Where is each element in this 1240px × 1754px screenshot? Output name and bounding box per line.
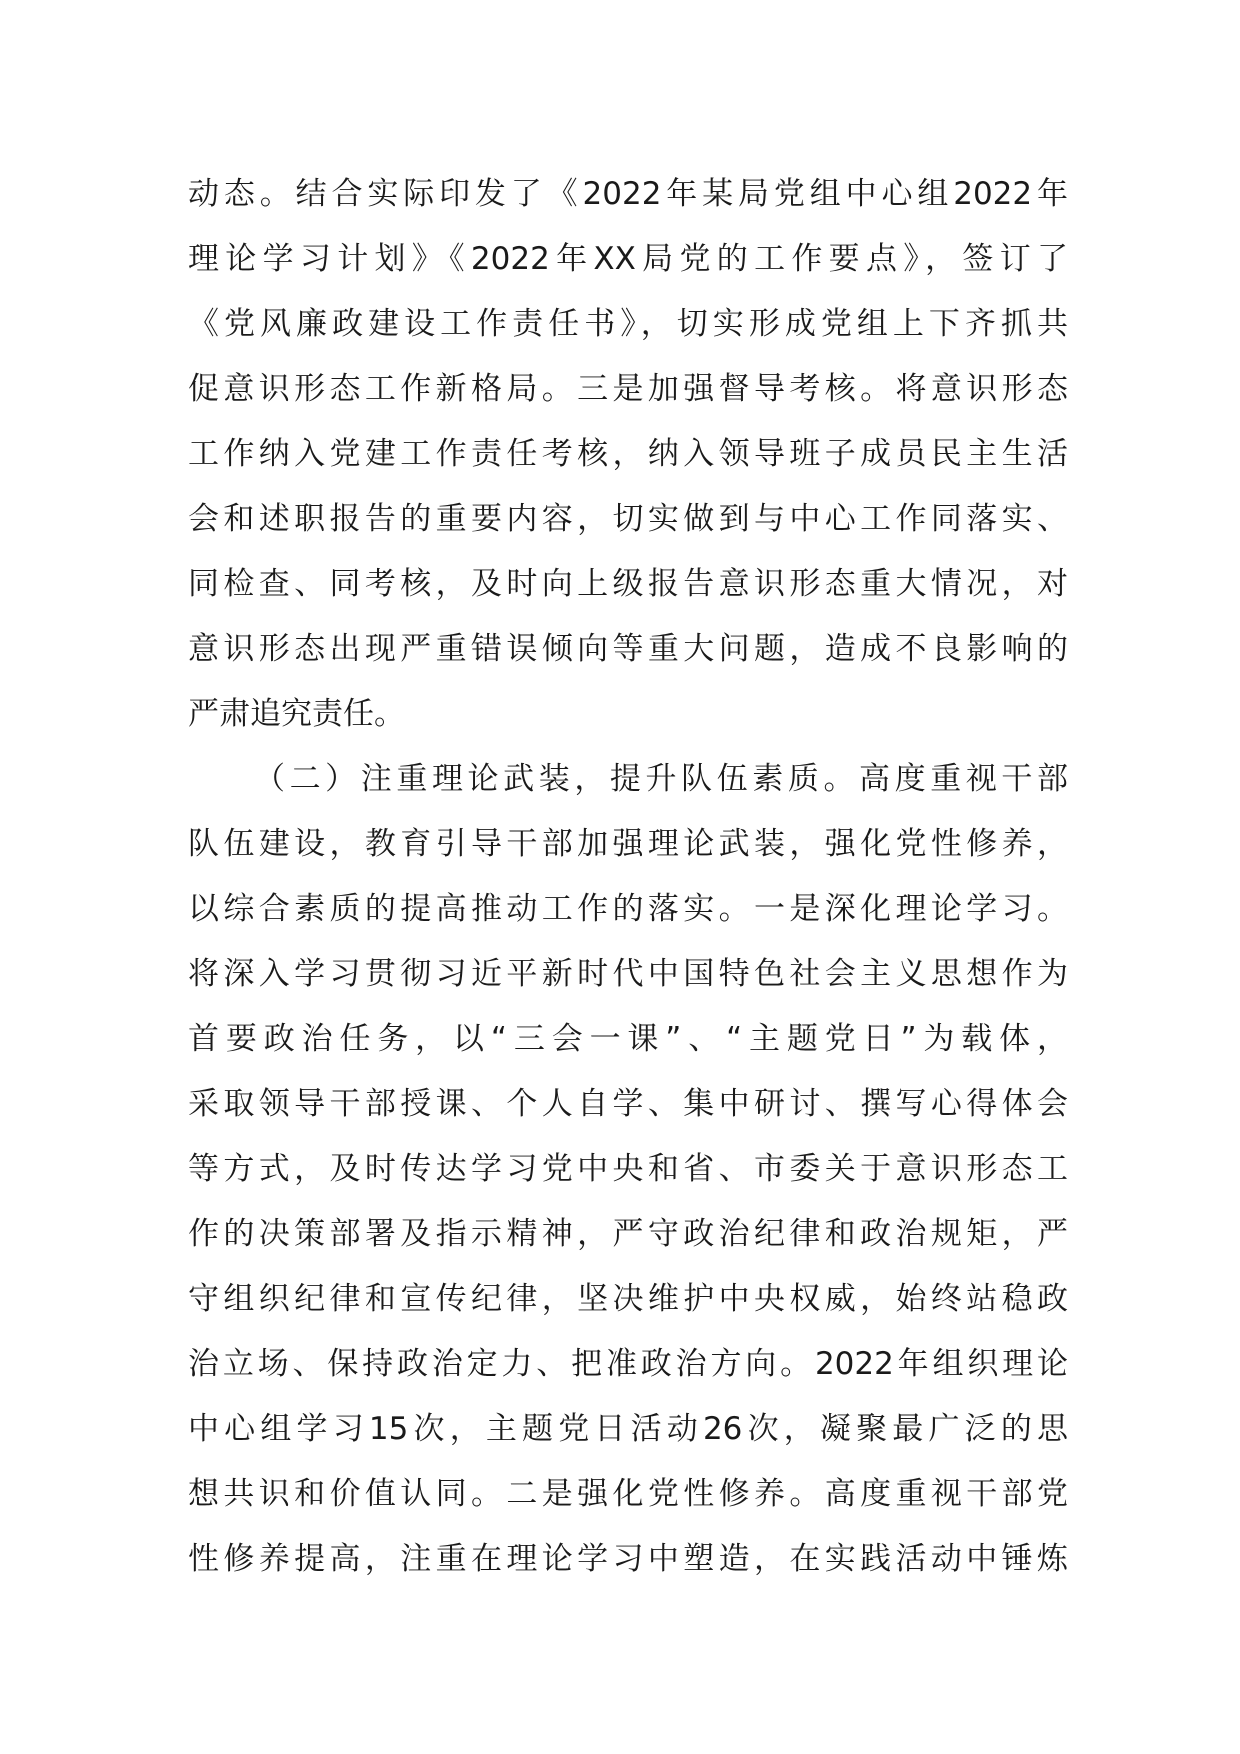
text-line: 队伍建设，教育引导干部加强理论武装，强化党性修养， [188,826,1068,862]
text-line: 作的决策部署及指示精神，严守政治纪律和政治规矩，严 [188,1216,1068,1252]
text-line: 以综合素质的提高推动工作的落实。一是深化理论学习。 [188,891,1068,927]
text-line: 治立场、保持政治定力、把准政治方向。2022年组织理论 [188,1346,1068,1382]
text-line: 性修养提高，注重在理论学习中塑造，在实践活动中锤炼 [188,1541,1068,1577]
text-line: 意识形态出现严重错误倾向等重大问题，造成不良影响的 [188,631,1068,667]
body-text [188,162,1068,1592]
text-line: 采取领导干部授课、个人自学、集中研讨、撰写心得体会 [188,1086,1068,1122]
text-line: 首要政治任务，以“三会一课”、“主题党日”为载体， [188,1021,1068,1057]
section-heading-line: （二）注重理论武装，提升队伍素质。高度重视干部 [254,761,1068,797]
text-line: 守组织纪律和宣传纪律，坚决维护中央权威，始终站稳政 [188,1281,1068,1317]
text-line: 工作纳入党建工作责任考核，纳入领导班子成员民主生活 [188,436,1068,472]
text-line: 动态。结合实际印发了《2022年某局党组中心组2022年 [188,176,1068,212]
text-line: 想共识和价值认同。二是强化党性修养。高度重视干部党 [188,1476,1068,1512]
text-line: 理论学习计划》《2022年XX局党的工作要点》，签订了 [188,241,1068,277]
text-line: 会和述职报告的重要内容，切实做到与中心工作同落实、 [188,501,1068,537]
text-line: 促意识形态工作新格局。三是加强督导考核。将意识形态 [188,371,1068,407]
text-line: 《党风廉政建设工作责任书》，切实形成党组上下齐抓共 [188,306,1068,342]
paragraph-end-line: 严肃追究责任。 [188,696,405,732]
text-line: 等方式，及时传达学习党中央和省、市委关于意识形态工 [188,1151,1068,1187]
text-line: 将深入学习贯彻习近平新时代中国特色社会主义思想作为 [188,956,1068,992]
text-line: 中心组学习15次，主题党日活动26次，凝聚最广泛的思 [188,1411,1068,1447]
text-line: 同检查、同考核，及时向上级报告意识形态重大情况，对 [188,566,1068,602]
